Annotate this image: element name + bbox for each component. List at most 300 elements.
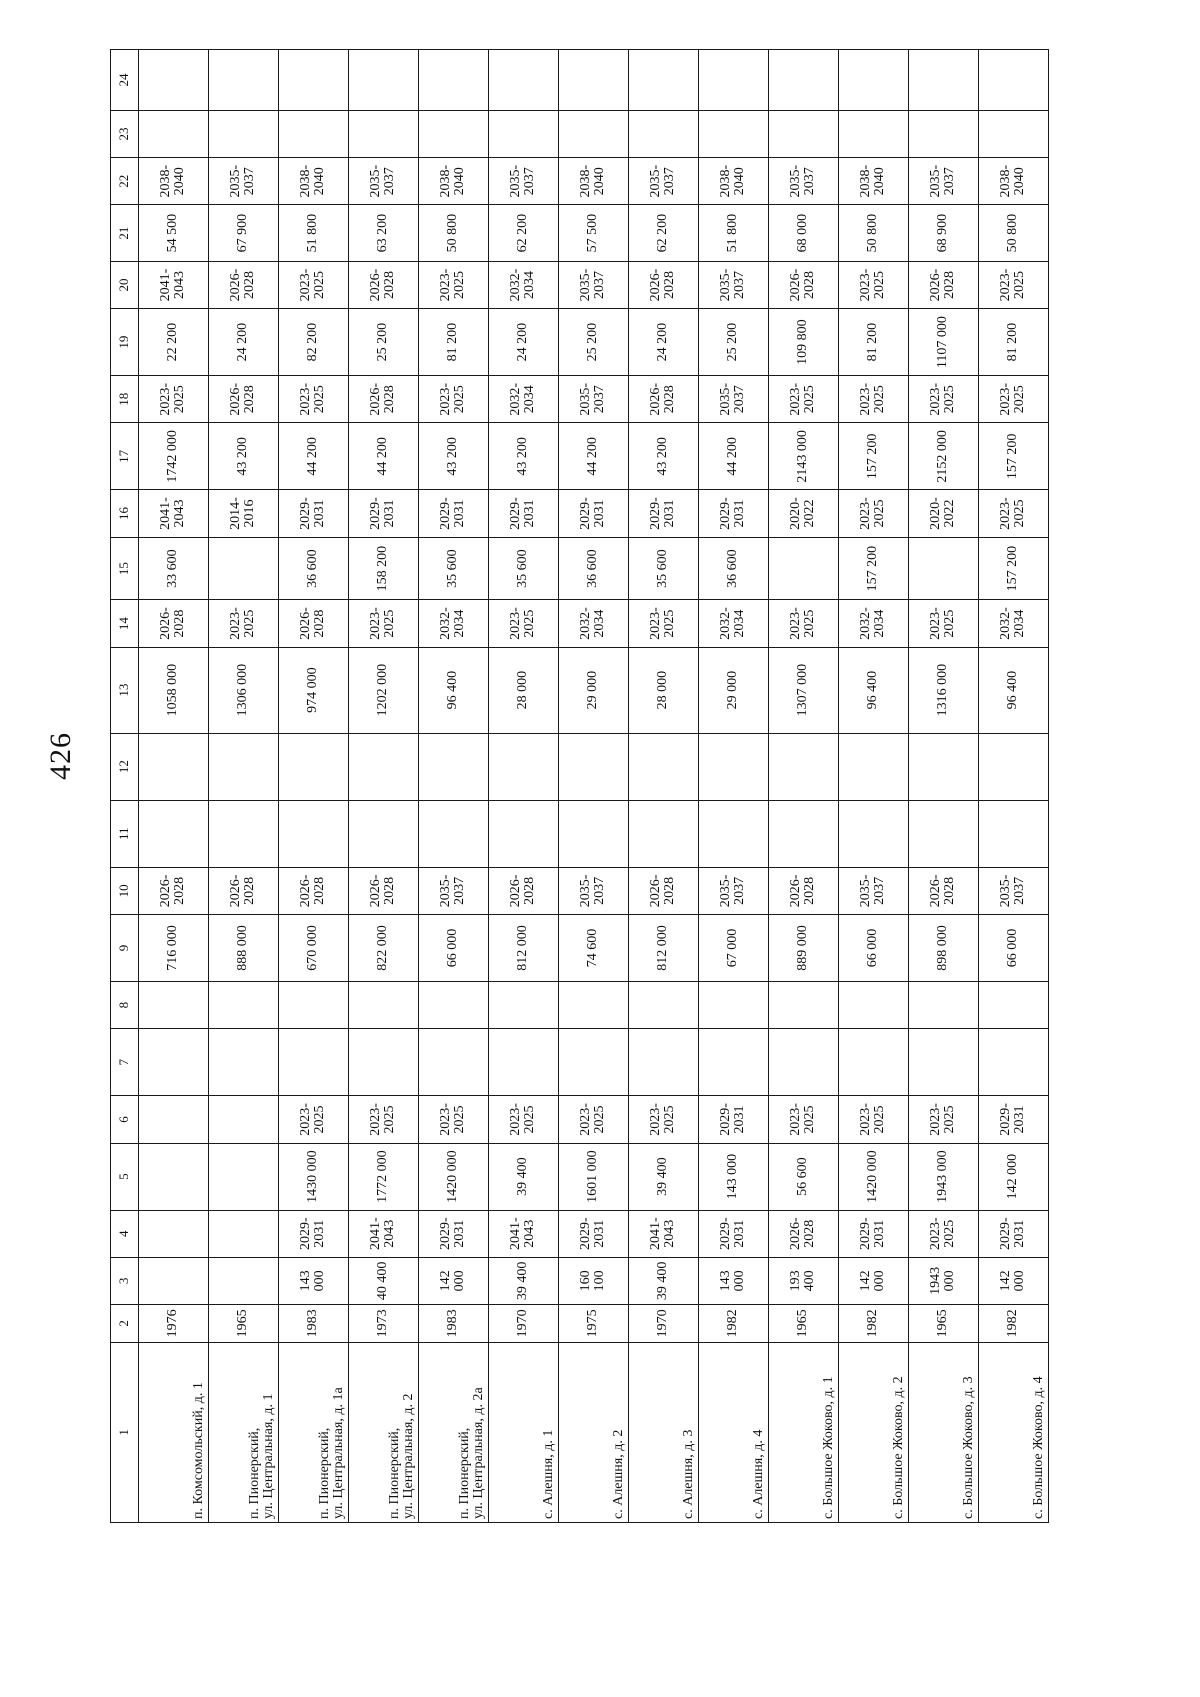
cell-col-5: 39 400: [628, 1143, 698, 1210]
cell-col-22: 2038-2040: [838, 158, 908, 205]
cell-col-7: [908, 1029, 978, 1096]
cell-col-11: [978, 800, 1048, 867]
cell-col-6: 2023-2025: [558, 1096, 628, 1143]
cell-col-3: 142 000: [978, 1257, 1048, 1304]
cell-col-17: 44 200: [348, 423, 418, 490]
cell-col-13: 29 000: [558, 647, 628, 733]
cell-col-8: [278, 982, 348, 1029]
cell-col-24: [418, 50, 488, 111]
cell-col-8: [418, 982, 488, 1029]
cell-col-8: [838, 982, 908, 1029]
cell-col-23: [978, 110, 1048, 157]
cell-col-16: 2020-2022: [908, 490, 978, 537]
address-line-2: ул. Центральная, д. 2: [400, 1393, 416, 1519]
cell-col-14: 2032-2034: [698, 600, 768, 647]
cell-col-4: 2029-2031: [418, 1210, 488, 1257]
address-line-1: п. Пионерский,: [316, 1427, 332, 1519]
column-number-16: 16: [111, 490, 139, 537]
cell-col-22: 2038-2040: [418, 158, 488, 205]
address-line-1: с. Алешня, д. 3: [680, 1429, 696, 1519]
column-number-7: 7: [111, 1029, 139, 1096]
cell-col-10: 2026-2028: [628, 867, 698, 914]
address-line-2: ул. Центральная, д. 2а: [470, 1387, 486, 1519]
cell-col-4: 2023-2025: [908, 1210, 978, 1257]
column-number-15: 15: [111, 537, 139, 600]
cell-col-3: [138, 1257, 208, 1304]
cell-col-17: 1742 000: [138, 423, 208, 490]
cell-col-14: 2023-2025: [348, 600, 418, 647]
cell-col-17: 2152 000: [908, 423, 978, 490]
cell-col-24: [698, 50, 768, 111]
cell-col-16: 2020-2022: [768, 490, 838, 537]
cell-col-11: [838, 800, 908, 867]
address-line-1: с. Алешня, д. 4: [750, 1429, 766, 1519]
column-number-1: 1: [111, 1342, 139, 1522]
table-row: [698, 50, 768, 1523]
cell-col-15: [208, 537, 278, 600]
cell-col-19: 25 200: [698, 309, 768, 376]
cell-col-16: 2023-2025: [978, 490, 1048, 537]
table-row: [908, 50, 978, 1523]
cell-col-17: 43 200: [628, 423, 698, 490]
cell-col-20: 2026-2028: [348, 261, 418, 308]
cell-col-10: 2026-2028: [348, 867, 418, 914]
cell-col-11: [768, 800, 838, 867]
cell-col-9: 889 000: [768, 914, 838, 981]
cell-col-16: 2029-2031: [418, 490, 488, 537]
cell-col-3: [208, 1257, 278, 1304]
cell-col-15: 33 600: [138, 537, 208, 600]
cell-col-15: [908, 537, 978, 600]
cell-col-12: [698, 733, 768, 800]
cell-col-24: [278, 50, 348, 111]
cell-col-24: [768, 50, 838, 111]
cell-col-14: 2026-2028: [138, 600, 208, 647]
cell-col-5: 39 400: [488, 1143, 558, 1210]
address-line-1: с. Алешня, д. 2: [610, 1429, 626, 1519]
column-number-18: 18: [111, 376, 139, 423]
table-row: [558, 50, 628, 1523]
cell-col-6: [138, 1096, 208, 1143]
cell-col-2: 1965: [208, 1304, 278, 1342]
column-number-20: 20: [111, 261, 139, 308]
cell-col-23: [488, 110, 558, 157]
address-cell: [208, 1342, 278, 1522]
cell-col-24: [558, 50, 628, 111]
cell-col-3: 142 000: [418, 1257, 488, 1304]
cell-col-10: 2035-2037: [978, 867, 1048, 914]
cell-col-13: 974 000: [278, 647, 348, 733]
cell-col-20: 2035-2037: [698, 261, 768, 308]
cell-col-5: 56 600: [768, 1143, 838, 1210]
cell-col-16: 2029-2031: [348, 490, 418, 537]
cell-col-12: [138, 733, 208, 800]
cell-col-18: 2023-2025: [138, 376, 208, 423]
address-cell: [838, 1342, 908, 1522]
cell-col-9: 66 000: [978, 914, 1048, 981]
cell-col-12: [208, 733, 278, 800]
cell-col-23: [628, 110, 698, 157]
cell-col-21: 57 500: [558, 205, 628, 262]
cell-col-6: 2023-2025: [418, 1096, 488, 1143]
cell-col-10: 2035-2037: [558, 867, 628, 914]
table-row: [208, 50, 278, 1523]
cell-col-20: 2032-2034: [488, 261, 558, 308]
cell-col-2: 1982: [698, 1304, 768, 1342]
cell-col-16: 2029-2031: [488, 490, 558, 537]
cell-col-14: 2032-2034: [418, 600, 488, 647]
cell-col-12: [838, 733, 908, 800]
cell-col-19: 81 200: [838, 309, 908, 376]
cell-col-5: 1420 000: [418, 1143, 488, 1210]
cell-col-2: 1973: [348, 1304, 418, 1342]
cell-col-3: 40 400: [348, 1257, 418, 1304]
cell-col-22: 2038-2040: [978, 158, 1048, 205]
address-line-1: п. Пионерский,: [246, 1427, 262, 1519]
cell-col-6: 2023-2025: [278, 1096, 348, 1143]
cell-col-14: 2032-2034: [978, 600, 1048, 647]
cell-col-10: 2026-2028: [768, 867, 838, 914]
cell-col-19: 1107 000: [908, 309, 978, 376]
cell-col-6: 2023-2025: [908, 1096, 978, 1143]
cell-col-5: 1601 000: [558, 1143, 628, 1210]
cell-col-9: 812 000: [628, 914, 698, 981]
cell-col-4: 2029-2031: [278, 1210, 348, 1257]
cell-col-18: 2023-2025: [418, 376, 488, 423]
cell-col-19: 81 200: [978, 309, 1048, 376]
cell-col-4: 2029-2031: [978, 1210, 1048, 1257]
cell-col-19: 22 200: [138, 309, 208, 376]
cell-col-17: 43 200: [418, 423, 488, 490]
cell-col-8: [348, 982, 418, 1029]
cell-col-5: [208, 1143, 278, 1210]
cell-col-10: 2035-2037: [838, 867, 908, 914]
cell-col-18: 2023-2025: [278, 376, 348, 423]
cell-col-24: [348, 50, 418, 111]
cell-col-15: 36 600: [278, 537, 348, 600]
cell-col-11: [908, 800, 978, 867]
cell-col-18: 2026-2028: [208, 376, 278, 423]
cell-col-23: [278, 110, 348, 157]
cell-col-2: 1975: [558, 1304, 628, 1342]
cell-col-7: [628, 1029, 698, 1096]
address-cell: [698, 1342, 768, 1522]
cell-col-11: [278, 800, 348, 867]
cell-col-16: 2029-2031: [558, 490, 628, 537]
cell-col-11: [558, 800, 628, 867]
cell-col-22: 2038-2040: [558, 158, 628, 205]
cell-col-21: 50 800: [838, 205, 908, 262]
cell-col-9: 74 600: [558, 914, 628, 981]
cell-col-9: 66 000: [418, 914, 488, 981]
cell-col-6: [208, 1096, 278, 1143]
cell-col-16: 2029-2031: [628, 490, 698, 537]
cell-col-4: 2029-2031: [838, 1210, 908, 1257]
cell-col-12: [768, 733, 838, 800]
address-line-1: с. Большое Жоково, д. 2: [890, 1376, 906, 1519]
address-cell: [558, 1342, 628, 1522]
column-number-2: 2: [111, 1304, 139, 1342]
cell-col-2: 1982: [978, 1304, 1048, 1342]
cell-col-12: [488, 733, 558, 800]
table-row: [278, 50, 348, 1523]
cell-col-3: 1943 000: [908, 1257, 978, 1304]
cell-col-13: 1316 000: [908, 647, 978, 733]
cell-col-10: 2035-2037: [698, 867, 768, 914]
cell-col-21: 50 800: [978, 205, 1048, 262]
address-line-2: ул. Центральная, д. 1а: [330, 1387, 346, 1519]
address-line-2: ул. Центральная, д. 1: [260, 1393, 276, 1519]
cell-col-20: 2026-2028: [768, 261, 838, 308]
cell-col-9: 898 000: [908, 914, 978, 981]
cell-col-7: [978, 1029, 1048, 1096]
address-line-1: с. Большое Жоково, д. 3: [960, 1376, 976, 1519]
cell-col-12: [418, 733, 488, 800]
address-line-1: п. Пионерский,: [456, 1427, 472, 1519]
cell-col-20: 2023-2025: [978, 261, 1048, 308]
cell-col-7: [418, 1029, 488, 1096]
cell-col-18: 2023-2025: [838, 376, 908, 423]
cell-col-21: 50 800: [418, 205, 488, 262]
cell-col-17: 157 200: [838, 423, 908, 490]
cell-col-22: 2035-2037: [348, 158, 418, 205]
cell-col-12: [278, 733, 348, 800]
cell-col-17: 157 200: [978, 423, 1048, 490]
cell-col-11: [628, 800, 698, 867]
cell-col-4: 2029-2031: [698, 1210, 768, 1257]
cell-col-14: 2023-2025: [488, 600, 558, 647]
cell-col-20: 2023-2025: [838, 261, 908, 308]
cell-col-2: 1983: [278, 1304, 348, 1342]
column-number-10: 10: [111, 867, 139, 914]
cell-col-19: 25 200: [558, 309, 628, 376]
cell-col-13: 96 400: [418, 647, 488, 733]
cell-col-13: 28 000: [628, 647, 698, 733]
cell-col-13: 28 000: [488, 647, 558, 733]
cell-col-9: 67 000: [698, 914, 768, 981]
column-number-11: 11: [111, 800, 139, 867]
address-line-1: п. Пионерский,: [386, 1427, 402, 1519]
cell-col-19: 109 800: [768, 309, 838, 376]
cell-col-7: [838, 1029, 908, 1096]
cell-col-3: 193 400: [768, 1257, 838, 1304]
cell-col-20: 2023-2025: [278, 261, 348, 308]
column-number-8: 8: [111, 982, 139, 1029]
cell-col-20: 2041-2043: [138, 261, 208, 308]
cell-col-14: 2023-2025: [908, 600, 978, 647]
cell-col-11: [348, 800, 418, 867]
cell-col-5: 1943 000: [908, 1143, 978, 1210]
address-cell: [488, 1342, 558, 1522]
cell-col-7: [138, 1029, 208, 1096]
cell-col-24: [138, 50, 208, 111]
cell-col-12: [558, 733, 628, 800]
cell-col-14: 2023-2025: [768, 600, 838, 647]
cell-col-2: 1970: [628, 1304, 698, 1342]
cell-col-14: 2032-2034: [558, 600, 628, 647]
cell-col-2: 1983: [418, 1304, 488, 1342]
cell-col-12: [978, 733, 1048, 800]
cell-col-20: 2035-2037: [558, 261, 628, 308]
cell-col-6: 2023-2025: [768, 1096, 838, 1143]
cell-col-4: 2041-2043: [488, 1210, 558, 1257]
cell-col-10: 2026-2028: [488, 867, 558, 914]
cell-col-19: 24 200: [208, 309, 278, 376]
cell-col-13: 96 400: [978, 647, 1048, 733]
cell-col-2: 1965: [768, 1304, 838, 1342]
cell-col-22: 2035-2037: [768, 158, 838, 205]
cell-col-15: 157 200: [978, 537, 1048, 600]
cell-col-9: 888 000: [208, 914, 278, 981]
page-number: 426: [44, 732, 77, 780]
rotated-table-container: [110, 49, 1049, 1523]
address-cell: [278, 1342, 348, 1522]
cell-col-23: [908, 110, 978, 157]
cell-col-7: [278, 1029, 348, 1096]
cell-col-22: 2038-2040: [698, 158, 768, 205]
table-row: [488, 50, 558, 1523]
column-number-22: 22: [111, 158, 139, 205]
cell-col-6: 2023-2025: [838, 1096, 908, 1143]
cell-col-15: 157 200: [838, 537, 908, 600]
cell-col-3: 143 000: [698, 1257, 768, 1304]
column-number-17: 17: [111, 423, 139, 490]
cell-col-23: [348, 110, 418, 157]
cell-col-20: 2026-2028: [208, 261, 278, 308]
cell-col-24: [838, 50, 908, 111]
cell-col-7: [208, 1029, 278, 1096]
cell-col-2: 1982: [838, 1304, 908, 1342]
cell-col-11: [418, 800, 488, 867]
cell-col-13: 29 000: [698, 647, 768, 733]
cell-col-23: [558, 110, 628, 157]
cell-col-3: 160 100: [558, 1257, 628, 1304]
cell-col-19: 81 200: [418, 309, 488, 376]
cell-col-23: [768, 110, 838, 157]
cell-col-22: 2035-2037: [208, 158, 278, 205]
cell-col-19: 24 200: [488, 309, 558, 376]
cell-col-6: 2023-2025: [348, 1096, 418, 1143]
cell-col-10: 2026-2028: [278, 867, 348, 914]
cell-col-13: 1202 000: [348, 647, 418, 733]
cell-col-17: 2143 000: [768, 423, 838, 490]
cell-col-18: 2026-2028: [348, 376, 418, 423]
column-number-23: 23: [111, 110, 139, 157]
cell-col-4: 2029-2031: [558, 1210, 628, 1257]
cell-col-15: 35 600: [628, 537, 698, 600]
cell-col-4: 2041-2043: [348, 1210, 418, 1257]
cell-col-4: [208, 1210, 278, 1257]
cell-col-8: [138, 982, 208, 1029]
cell-col-19: 24 200: [628, 309, 698, 376]
cell-col-10: 2035-2037: [418, 867, 488, 914]
cell-col-10: 2026-2028: [908, 867, 978, 914]
column-number-4: 4: [111, 1210, 139, 1257]
table-row: [138, 50, 208, 1523]
cell-col-14: 2026-2028: [278, 600, 348, 647]
cell-col-16: 2029-2031: [698, 490, 768, 537]
cell-col-22: 2038-2040: [138, 158, 208, 205]
cell-col-3: 39 400: [488, 1257, 558, 1304]
cell-col-21: 54 500: [138, 205, 208, 262]
cell-col-14: 2023-2025: [208, 600, 278, 647]
cell-col-4: [138, 1210, 208, 1257]
cell-col-20: 2023-2025: [418, 261, 488, 308]
cell-col-9: 822 000: [348, 914, 418, 981]
cell-col-2: 1965: [908, 1304, 978, 1342]
address-line-1: с. Большое Жоково, д. 1: [820, 1376, 836, 1519]
address-cell: [768, 1342, 838, 1522]
cell-col-18: 2035-2037: [558, 376, 628, 423]
cell-col-11: [698, 800, 768, 867]
cell-col-15: 36 600: [558, 537, 628, 600]
cell-col-18: 2026-2028: [628, 376, 698, 423]
cell-col-7: [698, 1029, 768, 1096]
cell-col-7: [348, 1029, 418, 1096]
column-number-21: 21: [111, 205, 139, 262]
cell-col-13: 96 400: [838, 647, 908, 733]
cell-col-13: 1307 000: [768, 647, 838, 733]
cell-col-8: [908, 982, 978, 1029]
data-table: [110, 49, 1049, 1523]
cell-col-17: 44 200: [278, 423, 348, 490]
address-cell: [978, 1342, 1048, 1522]
address-cell: [138, 1342, 208, 1522]
cell-col-5: 1420 000: [838, 1143, 908, 1210]
cell-col-8: [208, 982, 278, 1029]
cell-col-8: [488, 982, 558, 1029]
cell-col-23: [418, 110, 488, 157]
cell-col-5: 143 000: [698, 1143, 768, 1210]
cell-col-18: 2023-2025: [978, 376, 1048, 423]
cell-col-15: 35 600: [488, 537, 558, 600]
cell-col-23: [208, 110, 278, 157]
column-number-12: 12: [111, 733, 139, 800]
cell-col-8: [768, 982, 838, 1029]
cell-col-19: 25 200: [348, 309, 418, 376]
address-line-1: п. Комсомольский, д. 1: [190, 1382, 206, 1519]
cell-col-14: 2023-2025: [628, 600, 698, 647]
address-cell: [418, 1342, 488, 1522]
cell-col-17: 43 200: [208, 423, 278, 490]
cell-col-16: 2023-2025: [838, 490, 908, 537]
cell-col-4: 2026-2028: [768, 1210, 838, 1257]
cell-col-15: 36 600: [698, 537, 768, 600]
cell-col-3: 142 000: [838, 1257, 908, 1304]
cell-col-15: 158 200: [348, 537, 418, 600]
address-line-1: с. Большое Жоково, д. 4: [1031, 1376, 1046, 1519]
cell-col-5: [138, 1143, 208, 1210]
cell-col-21: 62 200: [488, 205, 558, 262]
cell-col-9: 66 000: [838, 914, 908, 981]
table-row: [628, 50, 698, 1523]
cell-col-24: [488, 50, 558, 111]
cell-col-24: [978, 50, 1048, 111]
cell-col-17: 44 200: [698, 423, 768, 490]
cell-col-12: [348, 733, 418, 800]
table-row: [348, 50, 418, 1523]
cell-col-11: [138, 800, 208, 867]
cell-col-9: 670 000: [278, 914, 348, 981]
cell-col-15: 35 600: [418, 537, 488, 600]
table-row: [768, 50, 838, 1523]
cell-col-5: 1430 000: [278, 1143, 348, 1210]
cell-col-2: 1970: [488, 1304, 558, 1342]
column-number-3: 3: [111, 1257, 139, 1304]
cell-col-10: 2026-2028: [138, 867, 208, 914]
cell-col-8: [558, 982, 628, 1029]
column-number-13: 13: [111, 647, 139, 733]
